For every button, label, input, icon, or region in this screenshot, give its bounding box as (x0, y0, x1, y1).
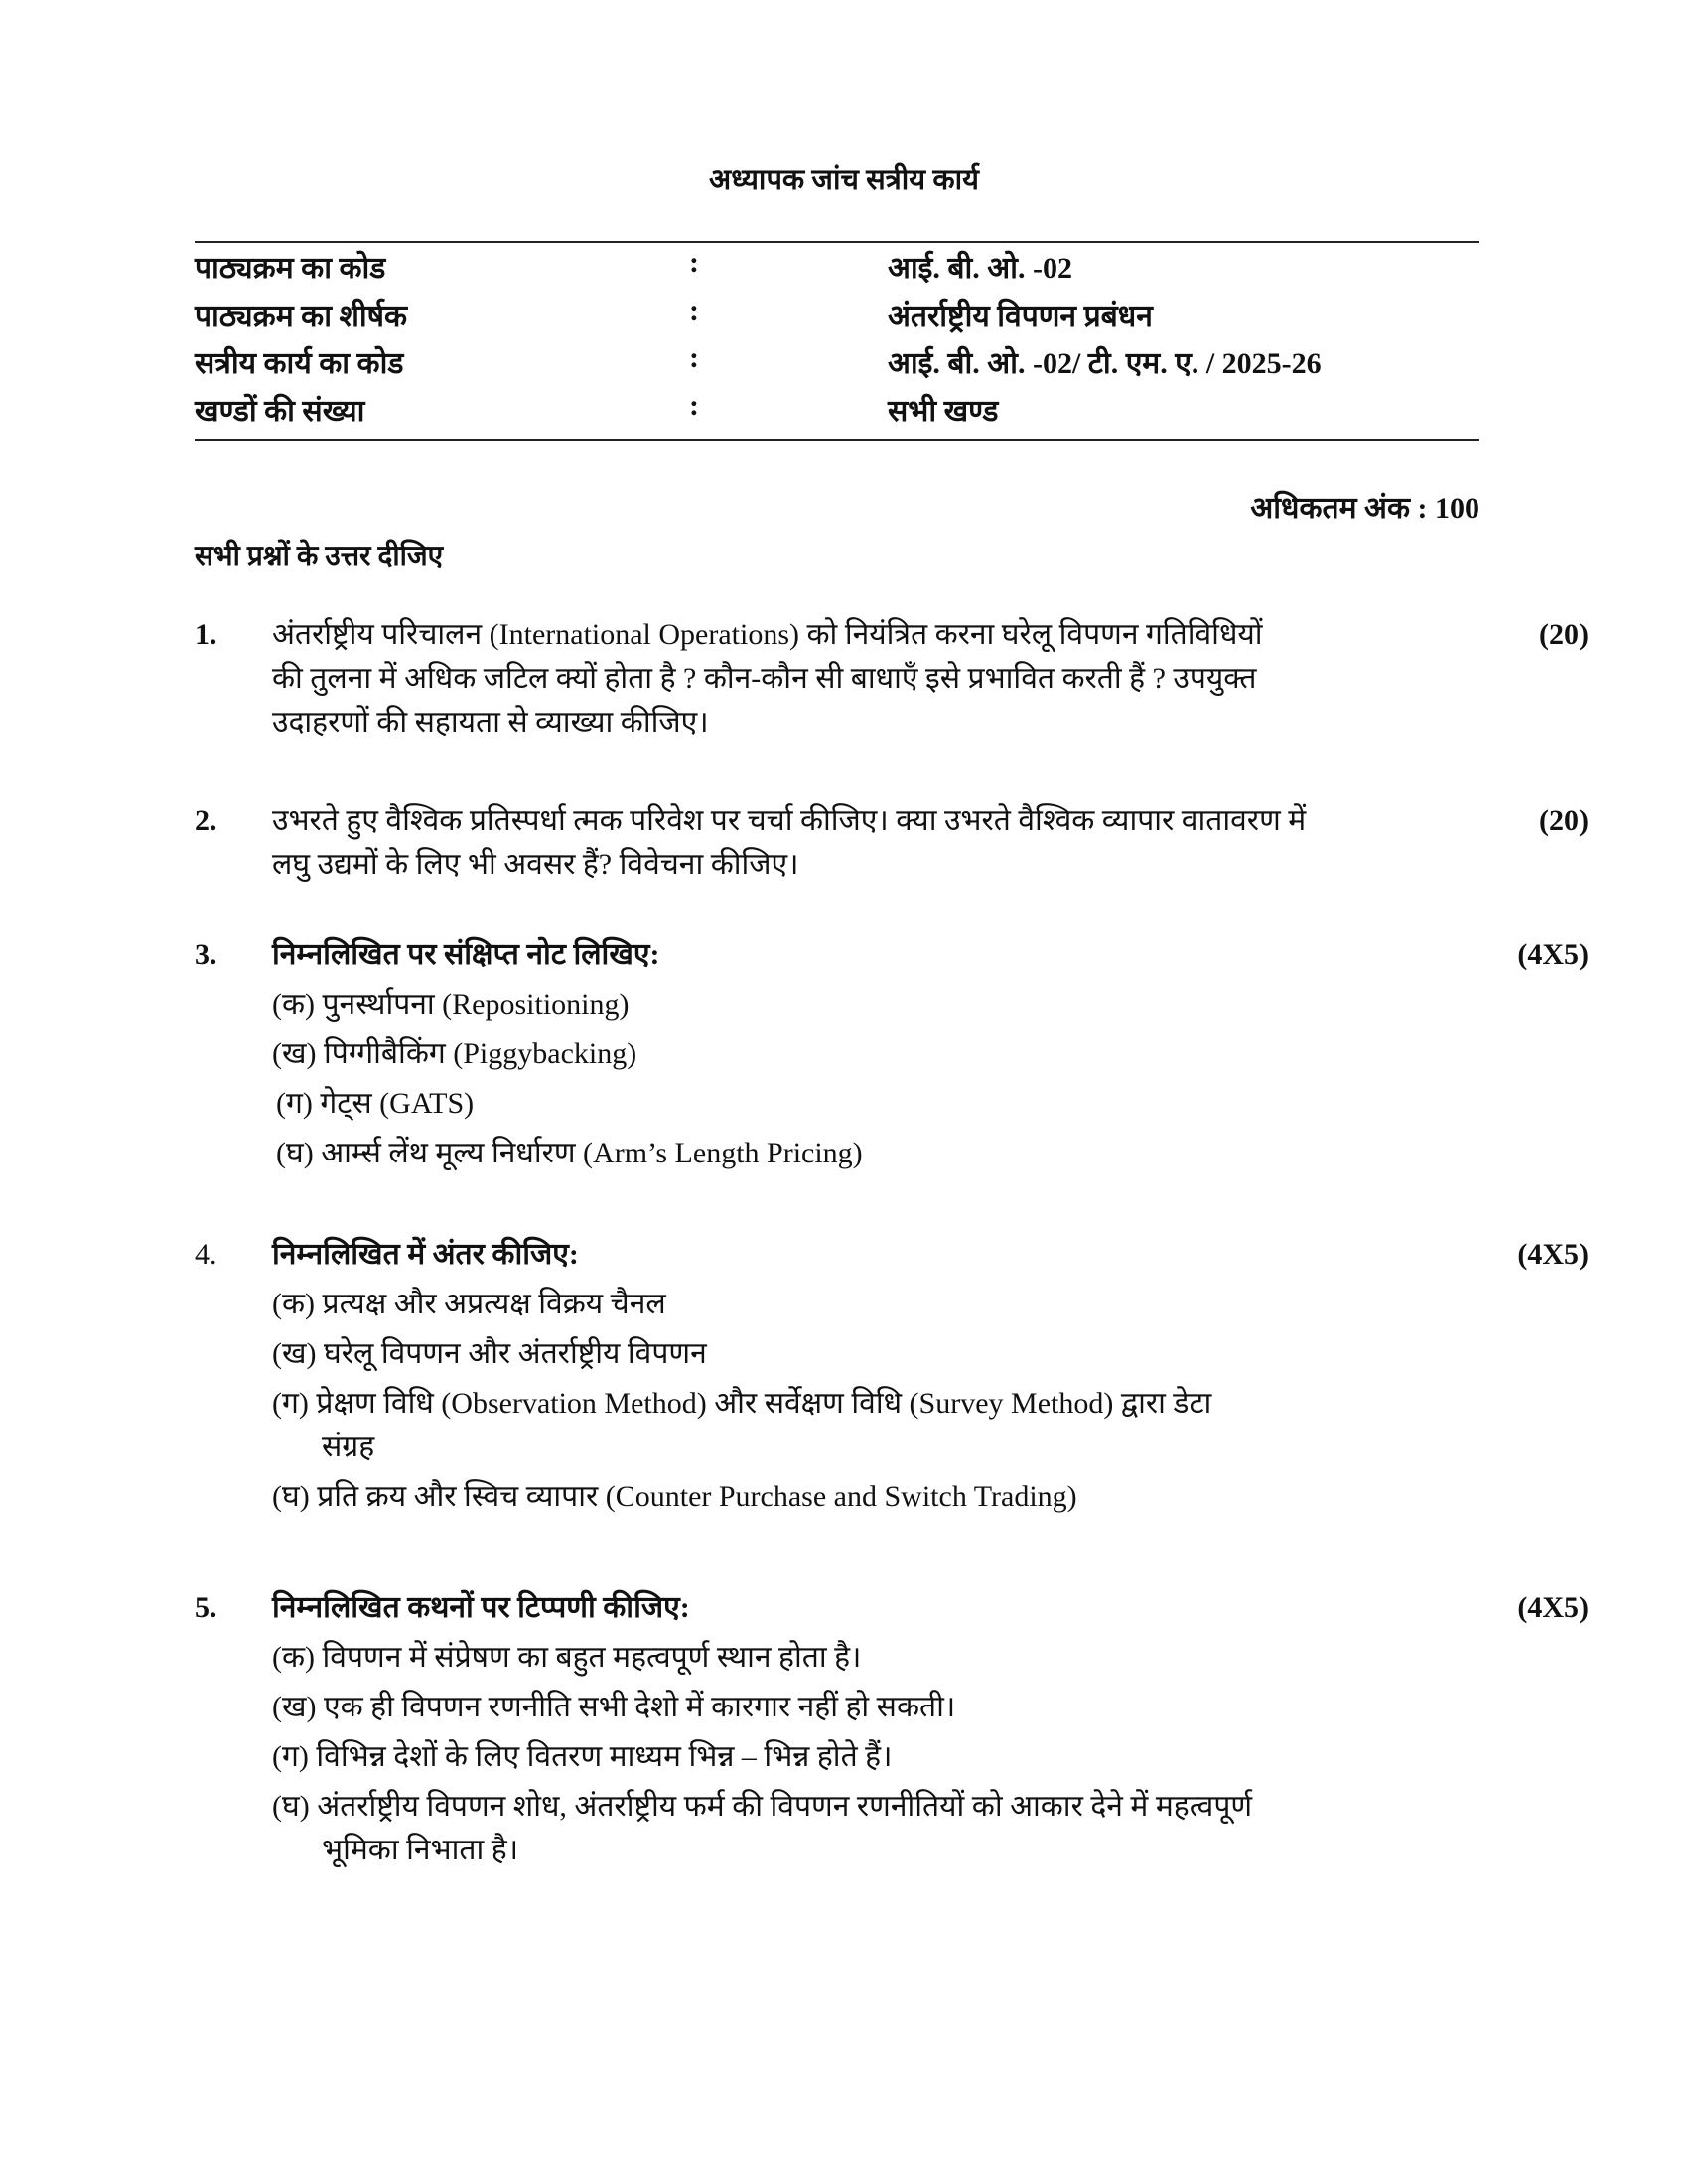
top-rule (195, 241, 1479, 243)
question-line: लघु उद्यमों के लिए भी अवसर हैं? विवेचना कीजिए। (272, 848, 799, 881)
question-line: अंतर्राष्ट्रीय परिचालन (International Operations) को नियंत्रित करना घरेलू विपणन गतिविधियों (272, 618, 1263, 651)
sub-item: (क) प्रत्यक्ष और अप्रत्यक्ष विक्रय चैनल (272, 1288, 666, 1320)
meta-assignment-code (195, 341, 1479, 389)
question-number: 4. (195, 1238, 217, 1271)
meta-colon: : (689, 389, 699, 422)
question-line: उभरते हुए वैश्विक प्रतिस्पर्धा त्मक परिवेश पर चर्चा कीजिए। क्या उभरते वैश्विक व्यापार वातावरण में (272, 804, 1307, 837)
max-marks: अधिकतम अंक : 100 (1250, 492, 1479, 525)
question-heading: निम्नलिखित पर संक्षिप्त नोट लिखिए: (272, 938, 660, 971)
meta-label: पाठ्यक्रम का कोड (195, 252, 386, 285)
sub-item: (ग) प्रेक्षण विधि (Observation Method) और सर्वेक्षण विधि (Survey Method) द्वारा डेटा (272, 1387, 1212, 1420)
meta-colon: : (689, 341, 699, 374)
question-number: 2. (195, 804, 217, 837)
question-number: 3. (195, 938, 217, 971)
question-text (272, 933, 1464, 1175)
sub-item: (क) विपणन में संप्रेषण का बहुत महत्वपूर्ण स्थान होता है। (272, 1641, 862, 1674)
bottom-rule (195, 439, 1479, 441)
meta-course-code (195, 246, 1479, 294)
sub-item: (घ) आर्म्स लेंथ मूल्य निर्धारण (Arm’s Length Pricing) (276, 1137, 863, 1169)
sub-item: (घ) अंतर्राष्ट्रीय विपणन शोध, अंतर्राष्ट्रीय फर्म की विपणन रणनीतियों को आकार देने में महत्वपूर्ण (272, 1790, 1253, 1823)
question-number: 1. (195, 618, 217, 651)
instruction: सभी प्रश्नों के उत्तर दीजिए (195, 541, 444, 572)
question-heading: निम्नलिखित में अंतर कीजिए: (272, 1238, 579, 1271)
meta-blocks (195, 389, 1479, 437)
question-marks: (20) (1539, 618, 1589, 651)
question-text (272, 614, 1464, 745)
sub-item-continuation: संग्रह (322, 1431, 375, 1463)
question-marks: (4X5) (1517, 938, 1589, 971)
question-marks: (4X5) (1517, 1238, 1589, 1271)
meta-value: आई. बी. ओ. -02 (888, 252, 1072, 285)
question-text (272, 1586, 1464, 1872)
question-line: उदाहरणों की सहायता से व्याख्या कीजिए। (272, 706, 709, 739)
meta-value: आई. बी. ओ. -02/ टी. एम. ए. / 2025-26 (888, 347, 1322, 380)
question-marks: (20) (1539, 804, 1589, 837)
question-heading: निम्नलिखित कथनों पर टिप्पणी कीजिए: (272, 1591, 690, 1624)
question-text (272, 1233, 1464, 1519)
sub-item: (क) पुनर्स्थापना (Repositioning) (272, 988, 630, 1021)
sub-item: (ख) पिग्गीबैकिंग (Piggybacking) (272, 1037, 637, 1070)
meta-course-title (195, 294, 1479, 341)
sub-item: (ख) एक ही विपणन रणनीति सभी देशो में कारगार नहीं हो सकती। (272, 1691, 956, 1723)
question-marks: (4X5) (1517, 1591, 1589, 1624)
meta-colon: : (689, 294, 699, 327)
meta-label: सत्रीय कार्य का कोड (195, 347, 404, 380)
question-text (272, 799, 1464, 887)
meta-value: सभी खण्ड (888, 395, 999, 428)
sub-item: (घ) प्रति क्रय और स्विच व्यापार (Counter Purchase and Switch Trading) (272, 1480, 1077, 1513)
meta-colon: : (689, 246, 699, 279)
sub-item: (ग) विभिन्न देशों के लिए वितरण माध्यम भिन्न – भिन्न होते हैं। (272, 1740, 893, 1773)
question-number: 5. (195, 1591, 217, 1624)
sub-item-continuation: भूमिका निभाता है। (322, 1834, 519, 1866)
meta-value: अंतर्राष्ट्रीय विपणन प्रबंधन (888, 300, 1153, 333)
sub-item: (ग) गेट्स (GATS) (276, 1087, 475, 1120)
meta-label: खण्डों की संख्या (195, 395, 365, 428)
question-line: की तुलना में अधिक जटिल क्यों होता है ? कौन-कौन सी बाधाएँ इसे प्रभावित करती हैं ? उपयुक्त (272, 662, 1257, 695)
sub-item: (ख) घरेलू विपणन और अंतर्राष्ट्रीय विपणन (272, 1337, 707, 1370)
meta-label: पाठ्यक्रम का शीर्षक (195, 300, 408, 333)
page-title: अध्यापक जांच सत्रीय कार्य (709, 164, 979, 196)
